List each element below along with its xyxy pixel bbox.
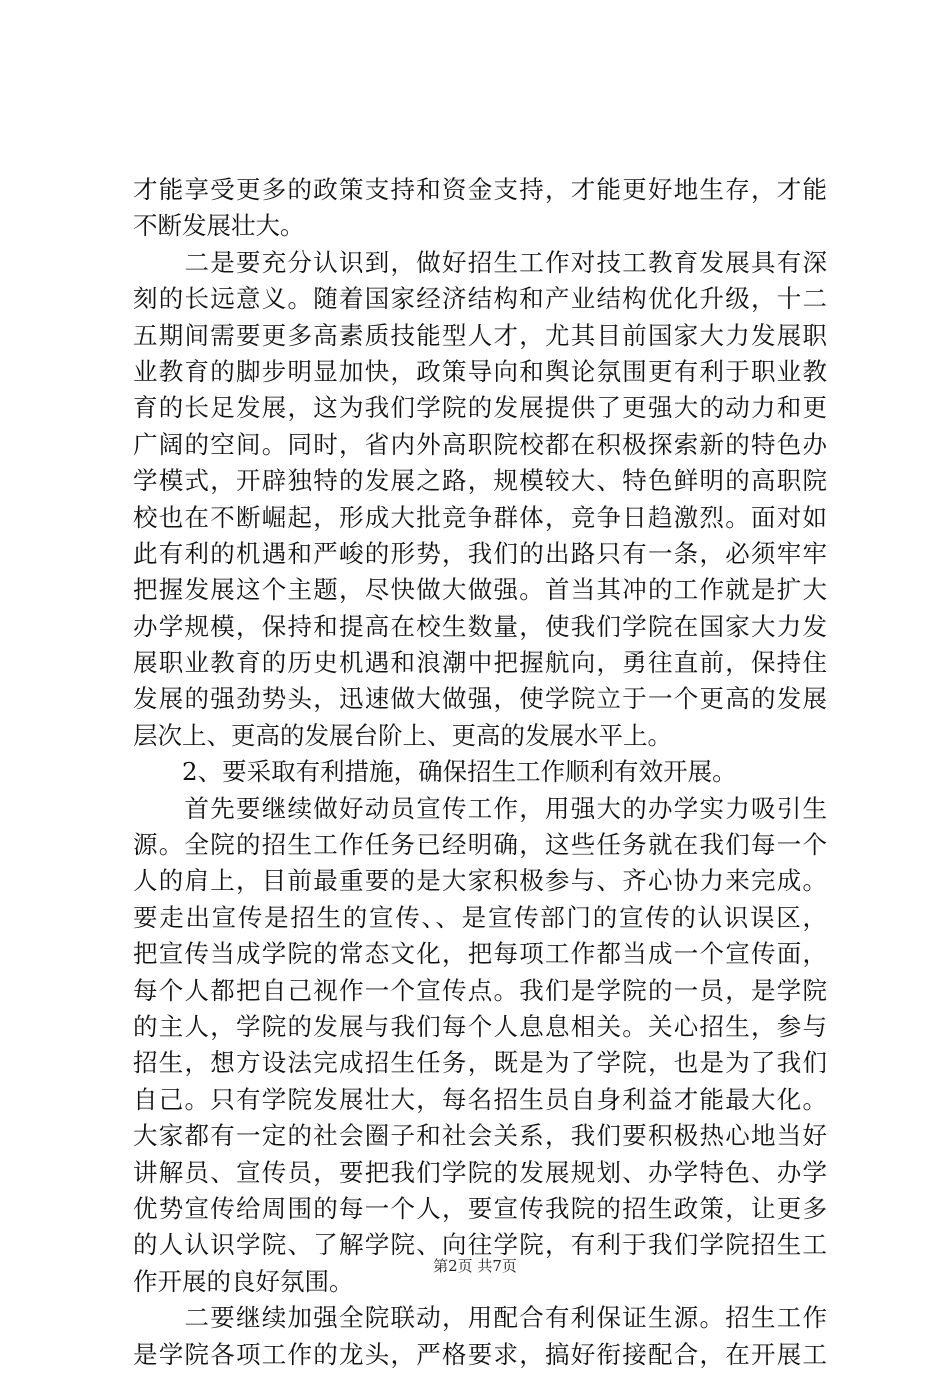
text-line: 展职业教育的历史机遇和浪潮中把握航向，勇往直前，保持住 (133, 648, 827, 678)
page-number-footer: 第2页 共7页 (433, 1257, 517, 1275)
text-line: 作开展的良好氛围。 (133, 1266, 354, 1296)
text-line: 育的长足发展，这为我们学院的发展提供了更强大的动力和更 (133, 393, 827, 423)
text-line: 办学规模，保持和提高在校生数量，使我们学院在国家大力发 (133, 611, 827, 641)
text-line: 要走出宣传是招生的宣传、、是宣传部门的宣传的认识误区， (133, 902, 827, 932)
text-line: 首先要继续做好动员宣传工作，用强大的办学实力吸引生 (133, 793, 827, 823)
text-line: 刻的长远意义。随着国家经济结构和产业结构优化升级，十二 (133, 284, 827, 314)
text-line: 层次上、更高的发展台阶上、更高的发展水平上。 (133, 720, 672, 750)
text-line: 自己。只有学院发展壮大，每名招生员自身利益才能最大化。 (133, 1084, 827, 1114)
text-line: 讲解员、宣传员，要把我们学院的发展规划、办学特色、办学 (133, 1157, 827, 1187)
body-text (133, 172, 827, 1373)
text-line: 每个人都把自己视作一个宣传点。我们是学院的一员，是学院 (133, 975, 827, 1005)
text-line: 才能享受更多的政策支持和资金支持，才能更好地生存，才能 (133, 175, 827, 204)
text-line: 2、要采取有利措施，确保招生工作顺利有效开展。 (133, 757, 737, 787)
text-line: 优势宣传给周围的每一个人，要宣传我院的招生政策，让更多 (133, 1193, 827, 1223)
text-line: 校也在不断崛起，形成大批竞争群体，竞争日趋激烈。面对如 (133, 502, 827, 532)
text-line: 大家都有一定的社会圈子和社会关系，我们要积极热心地当好 (133, 1121, 827, 1151)
text-line: 是学院各项工作的龙头，严格要求，搞好衔接配合，在开展工 (133, 1339, 827, 1369)
text-line: 人的肩上，目前最重要的是大家积极参与、齐心协力来完成。 (133, 866, 827, 896)
text-line: 不断发展壮大。 (133, 211, 305, 241)
text-line: 二是要充分认识到，做好招生工作对技工教育发展具有深 (133, 247, 827, 277)
text-line: 此有利的机遇和严峻的形势，我们的出路只有一条，必须牢牢 (133, 538, 827, 568)
text-line: 招生，想方设法完成招生任务，既是为了学院，也是为了我们 (133, 1048, 827, 1078)
text-line: 的主人，学院的发展与我们每个人息息相关。关心招生，参与 (133, 1011, 827, 1041)
text-line: 业教育的脚步明显加快，政策导向和舆论氛围更有利于职业教 (133, 356, 827, 386)
text-line: 发展的强劲势头，迅速做大做强，使学院立于一个更高的发展 (133, 684, 827, 714)
text-line: 把握发展这个主题，尽快做大做强。首当其冲的工作就是扩大 (133, 575, 827, 605)
text-line: 把宣传当成学院的常态文化，把每项工作都当成一个宣传面， (133, 939, 827, 969)
text-line: 五期间需要更多高素质技能型人才，尤其目前国家大力发展职 (133, 320, 827, 350)
text-line: 的人认识学院、了解学院、向往学院，有利于我们学院招生工 (133, 1230, 827, 1260)
text-line: 二要继续加强全院联动，用配合有利保证生源。招生工作 (133, 1303, 827, 1333)
text-line: 广阔的空间。同时，省内外高职院校都在积极探索新的特色办 (133, 429, 827, 459)
text-line: 源。全院的招生工作任务已经明确，这些任务就在我们每一个 (133, 830, 827, 860)
text-line: 学模式，开辟独特的发展之路，规模较大、特色鲜明的高职院 (133, 466, 827, 496)
